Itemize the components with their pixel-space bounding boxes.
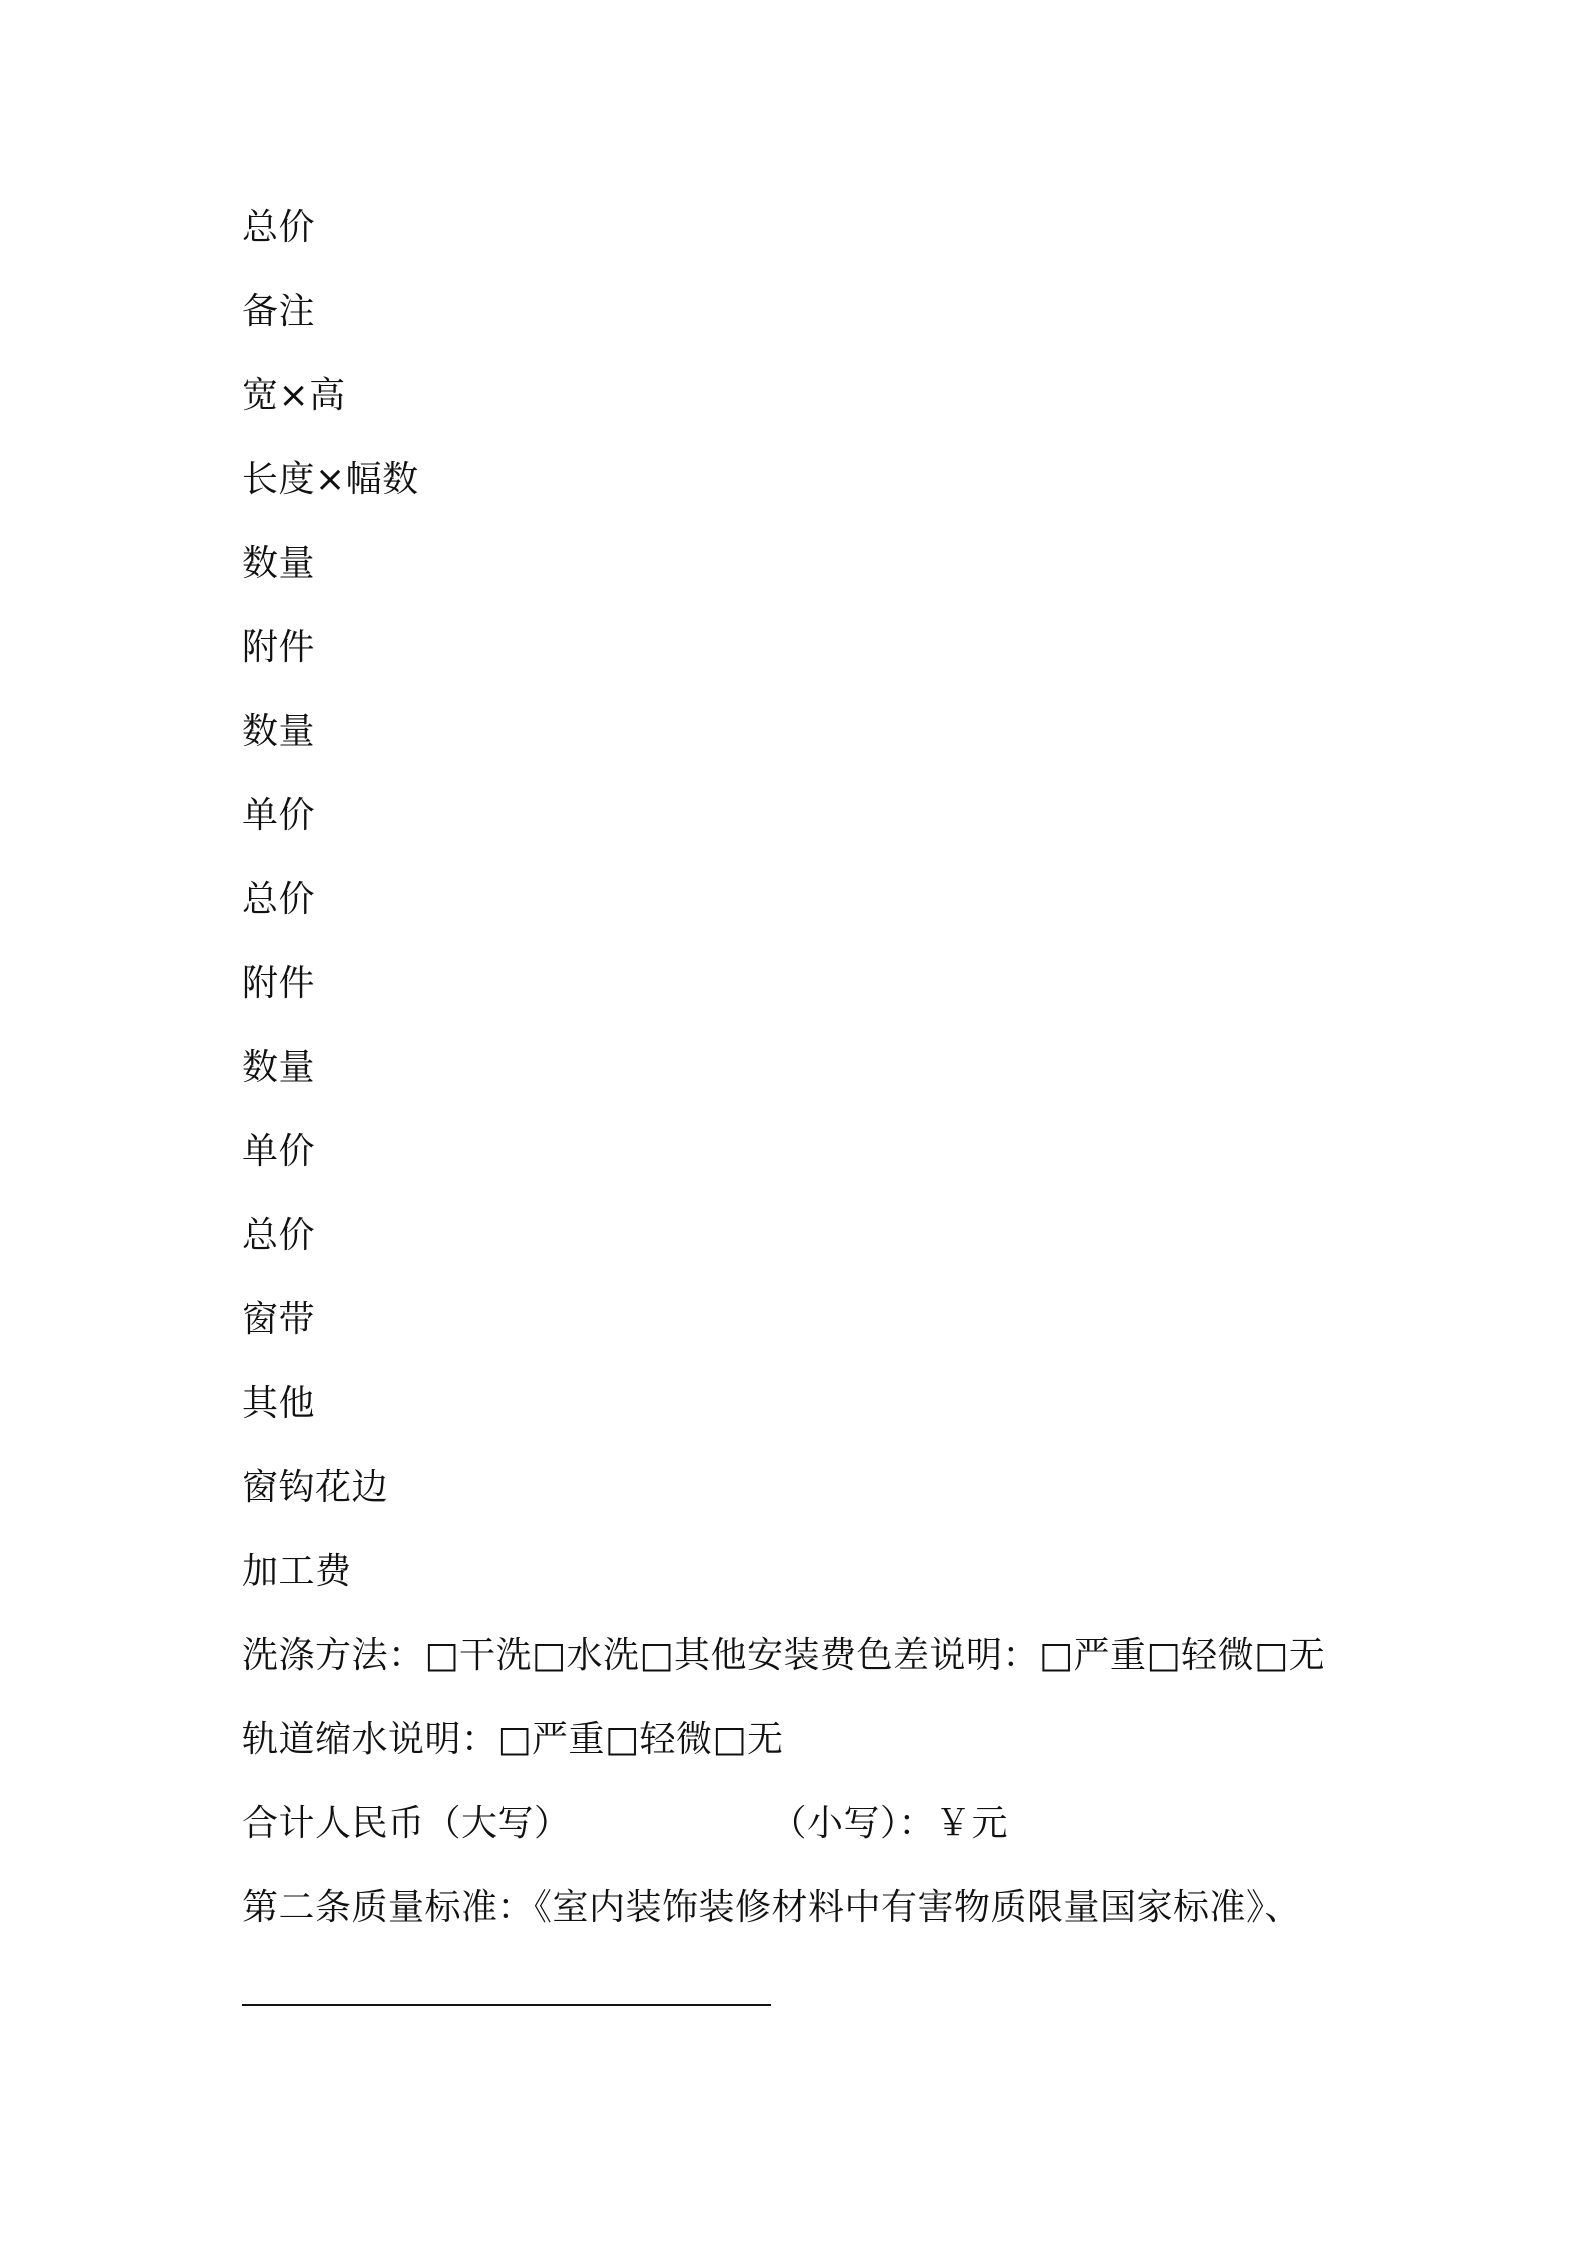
total-capital-label: 合计人民币（大写） [242,1803,571,1844]
fill-in-blank-line [242,2004,771,2006]
field-quantity: 数量 [242,543,316,584]
field-accessory: 附件 [242,963,316,1004]
field-quantity: 数量 [242,1047,316,1088]
field-total-price: 总价 [242,1215,316,1256]
field-total-price: 总价 [242,207,316,248]
quality-standard-clause: 第二条质量标准：《室内装饰装修材料中有害物质限量国家标准》、 [242,1887,1302,1928]
field-processing-fee: 加工费 [242,1551,352,1592]
washing-method-line: 洗涤方法：□干洗□水洗□其他安装费色差说明：□严重□轻微□无 [242,1635,1326,1676]
field-curtain-hook-trim: 窗钩花边 [242,1467,389,1508]
field-unit-price: 单价 [242,795,316,836]
document-body [242,186,1442,1950]
field-quantity: 数量 [242,711,316,752]
field-curtain-tie: 窗带 [242,1299,316,1340]
total-rmb-line [242,1782,1442,1866]
field-length-panels: 长度×幅数 [242,459,419,500]
field-unit-price: 单价 [242,1131,316,1172]
total-small-label: （小写）：￥元 [770,1803,1009,1844]
field-total-price: 总价 [242,879,316,920]
field-width-height: 宽×高 [242,375,346,416]
track-shrinkage-line: 轨道缩水说明：□严重□轻微□无 [242,1719,784,1760]
field-accessory: 附件 [242,627,316,668]
field-remarks: 备注 [242,291,316,332]
field-other: 其他 [242,1383,316,1424]
